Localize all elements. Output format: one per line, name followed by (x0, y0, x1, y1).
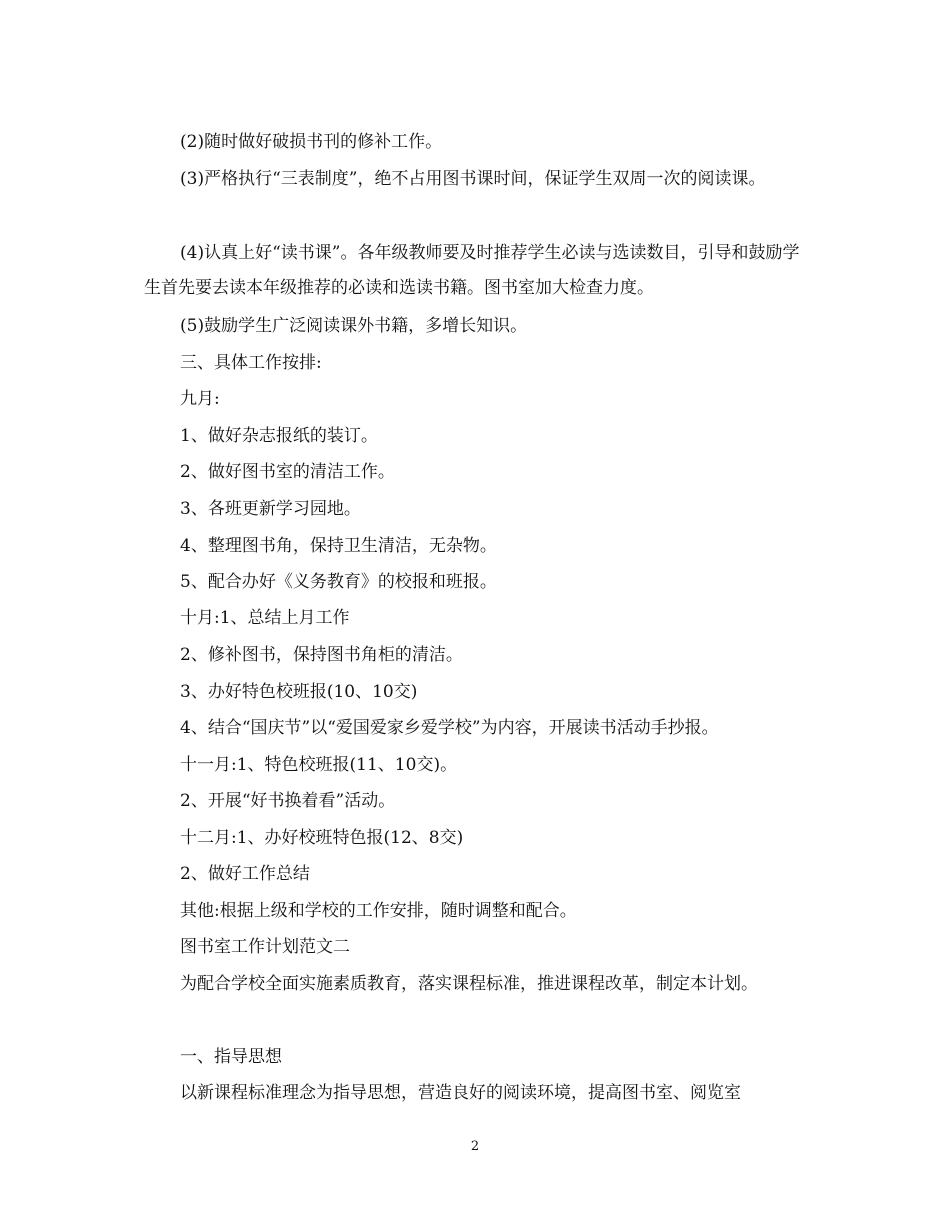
list-item: 4、整理图书角，保持卫生清洁，无杂物。 (180, 536, 497, 556)
list-item: 2、修补图书，保持图书角柜的清洁。 (180, 645, 463, 665)
list-item: 3、各班更新学习园地。 (180, 499, 361, 519)
list-item: 1、做好杂志报纸的装订。 (180, 426, 378, 446)
paragraph-guiding-ideology: 以新课程标准理念为指导思想，营造良好的阅读环境，提高图书室、阅览室 (180, 1083, 741, 1103)
paragraph-three-tables: (3)严格执行“三表制度”，绝不占用图书课时间，保证学生双周一次的阅读课。 (180, 169, 766, 189)
month-heading-december: 十二月:1、办好校班特色报(12、8交) (180, 828, 464, 848)
paragraph-purpose: 为配合学校全面实施素质教育，落实课程标准，推进课程改革，制定本计划。 (180, 974, 758, 994)
list-item: 2、做好工作总结 (180, 864, 310, 884)
list-item: 2、开展“好书换着看”活动。 (180, 791, 396, 811)
list-item: 3、办好特色校班报(10、10交) (180, 682, 418, 702)
page-number: 2 (470, 1139, 480, 1154)
section-heading-work-plan: 三、具体工作按排: (180, 353, 322, 373)
list-item: 4、结合“国庆节”以“爱国爱家乡爱学校”为内容，开展读书活动手抄报。 (180, 718, 719, 738)
month-heading-september: 九月: (180, 389, 220, 409)
list-item: 5、配合办好《义务教育》的校报和班报。 (180, 572, 497, 592)
paragraph-other: 其他:根据上级和学校的工作安排，随时调整和配合。 (180, 901, 577, 921)
month-heading-november: 十一月:1、特色校班报(11、10交)。 (180, 755, 458, 775)
paragraph-repair-books: (2)随时做好破损书刊的修补工作。 (180, 132, 443, 152)
list-item: 2、做好图书室的清洁工作。 (180, 462, 395, 482)
section-heading-guiding-ideology: 一、指导思想 (180, 1047, 282, 1067)
month-heading-october: 十月:1、总结上月工作 (180, 608, 350, 628)
paragraph-reading-class: (4)认真上好“读书课”。各年级教师要及时推荐学生必读与选读数目，引导和鼓励学生首先要去读本年级推荐的必读和选读书籍。图书室加大检查力度。 (144, 243, 800, 298)
section-title-sample-two: 图书室工作计划范文二 (180, 937, 350, 957)
paragraph-extracurricular: (5)鼓励学生广泛阅读课外书籍，多增长知识。 (180, 316, 528, 336)
